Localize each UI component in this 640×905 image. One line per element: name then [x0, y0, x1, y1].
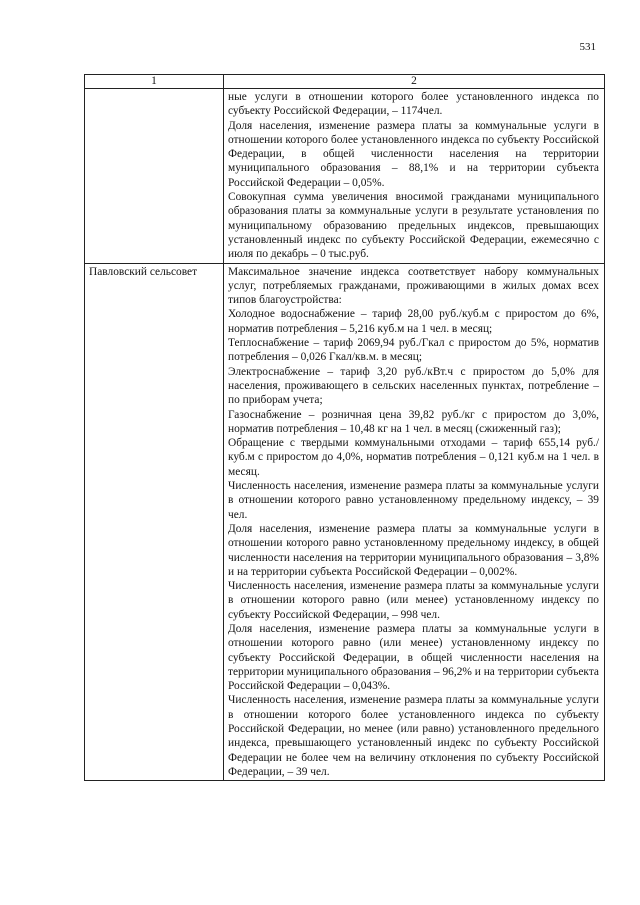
paragraph: Численность населения, изменение размера платы за коммунальные услуги в отношении которого более установленного индекса по субъекту Российской Федерации, но менее (или равно) установленного предельного индекса, превышающего установленный индекс по субъекту Российской Федерации не более чем на величину отклонения по субъекту Российской Федерации, – 39 чел. — [228, 694, 599, 778]
municipal-index-table — [84, 74, 605, 781]
paragraph: Газоснабжение – розничная цена 39,82 руб./кг с приростом до 3,0%, норматив потребления – 10,48 кг на 1 чел. в месяц (сжиженный газ); — [228, 408, 599, 435]
paragraph: Обращение с твердыми коммунальными отходами – тариф 655,14 руб./куб.м с приростом до 4,0%, норматив потребления – 0,121 куб.м на 1 чел. в месяц. — [228, 437, 599, 478]
paragraph: ные услуги в отношении которого более установленного индекса по субъекту Российской Федерации, – 1174чел. — [228, 91, 599, 118]
table-header-row — [85, 75, 605, 89]
column-header-2: 2 — [224, 75, 605, 89]
paragraph: Численность населения, изменение размера платы за коммунальные услуги в отношении которого равно установленному предельному индексу, – 39 чел. — [228, 480, 599, 521]
paragraph: Электроснабжение – тариф 3,20 руб./кВт.ч с приростом до 5,0% для населения, проживающего в сельских населенных пунктах, потребление – по приборам учета; — [228, 365, 599, 407]
municipality-name-cell — [85, 89, 224, 264]
table-row — [85, 263, 605, 781]
paragraph: Доля населения, изменение размера платы за коммунальные услуги в отношении которого равно (или менее) установленному индексу по субъекту Российской Федерации, в общей численности населения на территории муниципального образования – 96,2% и на территории субъекта Российской Федерации – 0,043%. — [228, 622, 599, 693]
table-row — [85, 89, 605, 264]
page-number: 531 — [579, 41, 596, 53]
paragraph: Совокупная сумма увеличения вносимой гражданами муниципального образования платы за коммунальные услуги в результате установления по муниципальному образованию предельных индексов, превышающих установленный индекс по субъекту Российской Федерации, ежемесячно с июля по декабрь – 0 тыс.руб. — [228, 191, 599, 261]
paragraph: Холодное водоснабжение – тариф 28,00 руб./куб.м с приростом до 6%, норматив потребления – 5,216 куб.м на 1 чел. в месяц; — [228, 308, 599, 335]
paragraph: Доля населения, изменение размера платы за коммунальные услуги в отношении которого равно установленному предельному индексу, в общей численности населения на территории муниципального образования – 3,8% и на территории субъекта Российской Федерации – 0,002%. — [228, 522, 599, 578]
paragraph: Доля населения, изменение размера платы за коммунальные услуги в отношении которого более установленного индекса по субъекту Российской Федерации, в общей численности населения на территории муниципального образования – 88,1% и на территории субъекта Российской Федерации – 0,05%. — [228, 119, 599, 189]
description-cell — [224, 89, 605, 264]
column-header-1: 1 — [85, 75, 224, 89]
municipality-name-cell: Павловский сельсовет — [85, 263, 224, 781]
description-cell — [224, 263, 605, 781]
paragraph: Численность населения, изменение размера платы за коммунальные услуги в отношении которого равно (или менее) установленному индексу по субъекту Российской Федерации, – 998 чел. — [228, 580, 599, 621]
paragraph: Теплоснабжение – тариф 2069,94 руб./Гкал с приростом до 5%, норматив потребления – 0,026 Гкал/кв.м. в месяц; — [228, 337, 599, 364]
paragraph: Максимальное значение индекса соответствует набору коммунальных услуг, потребляемых гражданами, проживающими в жилых домах всех типов благоустройства: — [228, 265, 599, 307]
